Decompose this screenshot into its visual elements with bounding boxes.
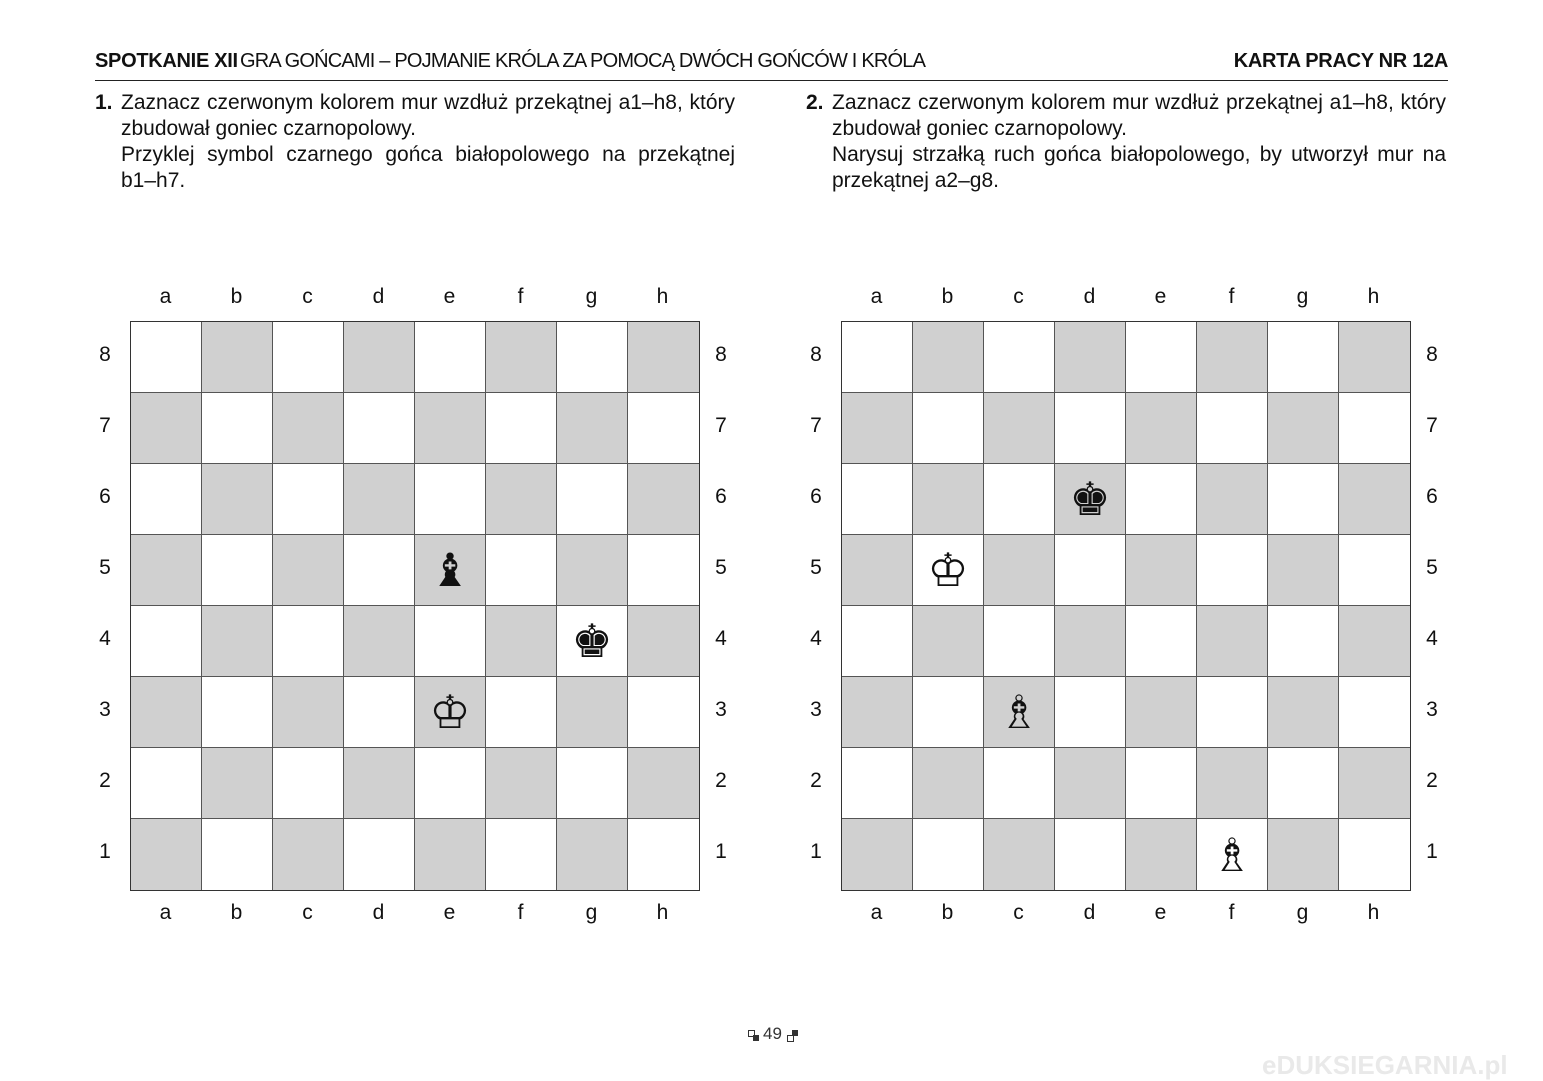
- file-label-top-f: f: [1228, 285, 1235, 308]
- rank-label-right-2: 2: [1426, 769, 1438, 792]
- black-king-icon[interactable]: ♚: [1069, 472, 1111, 526]
- rank-label-left-7: 7: [99, 414, 111, 437]
- square-c4[interactable]: [984, 606, 1055, 677]
- square-h8[interactable]: [1339, 322, 1410, 393]
- square-a3[interactable]: [842, 677, 913, 748]
- rank-label-right-3: 3: [1426, 698, 1438, 721]
- rank-label-left-1: 1: [99, 840, 111, 863]
- rank-label-right-6: 6: [1426, 485, 1438, 508]
- rank-label-left-6: 6: [99, 485, 111, 508]
- rank-label-right-1: 1: [715, 840, 727, 863]
- square-b6[interactable]: [202, 464, 273, 535]
- square-g5[interactable]: [1268, 535, 1339, 606]
- square-g5[interactable]: [557, 535, 628, 606]
- decor-squares-icon: [787, 1030, 797, 1040]
- square-f4[interactable]: [486, 606, 557, 677]
- session-label: SPOTKANIE XII: [95, 50, 238, 72]
- square-g8[interactable]: [557, 322, 628, 393]
- square-f1[interactable]: [1197, 819, 1268, 890]
- rank-label-left-8: 8: [99, 343, 111, 366]
- square-c1[interactable]: [984, 819, 1055, 890]
- square-h5[interactable]: [1339, 535, 1410, 606]
- file-label-top-c: c: [1013, 285, 1024, 308]
- square-a5[interactable]: [131, 535, 202, 606]
- square-e5[interactable]: [1126, 535, 1197, 606]
- square-f5[interactable]: [486, 535, 557, 606]
- white-bishop-icon[interactable]: ♗: [998, 685, 1040, 739]
- rank-label-right-5: 5: [715, 556, 727, 579]
- square-b8[interactable]: [202, 322, 273, 393]
- square-e3[interactable]: [415, 677, 486, 748]
- square-f2[interactable]: [1197, 748, 1268, 819]
- square-a1[interactable]: [131, 819, 202, 890]
- file-label-bottom-h: h: [1367, 901, 1380, 924]
- square-d3[interactable]: [1055, 677, 1126, 748]
- file-label-top-a: a: [159, 285, 172, 308]
- square-c5[interactable]: [273, 535, 344, 606]
- white-bishop-icon[interactable]: ♗: [1211, 827, 1253, 882]
- square-c6[interactable]: [273, 464, 344, 535]
- black-king-icon[interactable]: ♚: [571, 614, 613, 668]
- square-a4[interactable]: [131, 606, 202, 677]
- file-label-top-g: g: [585, 285, 598, 308]
- rank-label-right-6: 6: [715, 485, 727, 508]
- rank-label-left-4: 4: [99, 627, 111, 650]
- rank-label-left-8: 8: [810, 343, 822, 366]
- square-h7[interactable]: [628, 393, 699, 464]
- decor-squares-icon: [748, 1030, 758, 1040]
- square-f6[interactable]: [486, 464, 557, 535]
- page-footer: [735, 1024, 810, 1044]
- square-h6[interactable]: [628, 464, 699, 535]
- square-c7[interactable]: [984, 393, 1055, 464]
- square-a2[interactable]: [131, 748, 202, 819]
- square-e1[interactable]: [415, 819, 486, 890]
- board-grid: [130, 321, 700, 891]
- square-f7[interactable]: [486, 393, 557, 464]
- square-b3[interactable]: [202, 677, 273, 748]
- square-b7[interactable]: [913, 393, 984, 464]
- file-label-bottom-h: h: [656, 901, 669, 924]
- square-e7[interactable]: [1126, 393, 1197, 464]
- square-a6[interactable]: [842, 464, 913, 535]
- page-number: 49: [763, 1024, 782, 1043]
- square-h5[interactable]: [628, 535, 699, 606]
- square-a6[interactable]: [131, 464, 202, 535]
- square-c3[interactable]: [273, 677, 344, 748]
- file-label-top-f: f: [517, 285, 524, 308]
- file-label-top-h: h: [1367, 285, 1380, 308]
- square-h3[interactable]: [628, 677, 699, 748]
- file-label-bottom-b: b: [941, 901, 954, 924]
- file-label-bottom-e: e: [443, 901, 456, 924]
- file-label-top-d: d: [1083, 285, 1096, 308]
- square-g7[interactable]: [557, 393, 628, 464]
- square-f3[interactable]: [486, 677, 557, 748]
- rank-label-left-3: 3: [810, 698, 822, 721]
- file-label-bottom-d: d: [1083, 901, 1096, 924]
- page-header: [95, 48, 1448, 81]
- square-h2[interactable]: [628, 748, 699, 819]
- square-b3[interactable]: [913, 677, 984, 748]
- file-label-bottom-g: g: [585, 901, 598, 924]
- square-e1[interactable]: [1126, 819, 1197, 890]
- square-e5[interactable]: [415, 535, 486, 606]
- square-h1[interactable]: [628, 819, 699, 890]
- square-g2[interactable]: [557, 748, 628, 819]
- rank-label-left-3: 3: [99, 698, 111, 721]
- square-g6[interactable]: [557, 464, 628, 535]
- square-e4[interactable]: [415, 606, 486, 677]
- white-king-icon[interactable]: ♔: [927, 543, 969, 597]
- file-label-bottom-a: a: [159, 901, 172, 924]
- square-f2[interactable]: [486, 748, 557, 819]
- square-f8[interactable]: [1197, 322, 1268, 393]
- square-h2[interactable]: [1339, 748, 1410, 819]
- square-c3[interactable]: [984, 677, 1055, 748]
- square-a8[interactable]: [131, 322, 202, 393]
- square-h7[interactable]: [1339, 393, 1410, 464]
- square-b1[interactable]: [202, 819, 273, 890]
- square-d8[interactable]: [344, 322, 415, 393]
- square-a2[interactable]: [842, 748, 913, 819]
- file-label-bottom-c: c: [1013, 901, 1024, 924]
- square-h6[interactable]: [1339, 464, 1410, 535]
- square-b1[interactable]: [913, 819, 984, 890]
- square-h3[interactable]: [1339, 677, 1410, 748]
- square-d2[interactable]: [1055, 748, 1126, 819]
- task-instruction: Zaznacz czerwonym kolorem mur wzdłuż przekątnej a1–h8, który zbudował goniec czarnopolowy.: [832, 91, 1446, 140]
- square-b2[interactable]: [913, 748, 984, 819]
- square-g4[interactable]: [557, 606, 628, 677]
- rank-label-left-4: 4: [810, 627, 822, 650]
- file-label-top-e: e: [1154, 285, 1167, 308]
- square-h4[interactable]: [628, 606, 699, 677]
- square-c8[interactable]: [273, 322, 344, 393]
- square-e6[interactable]: [1126, 464, 1197, 535]
- square-e2[interactable]: [415, 748, 486, 819]
- square-g1[interactable]: [557, 819, 628, 890]
- square-d6[interactable]: [344, 464, 415, 535]
- square-a7[interactable]: [842, 393, 913, 464]
- square-b5[interactable]: [202, 535, 273, 606]
- square-e3[interactable]: [1126, 677, 1197, 748]
- square-c2[interactable]: [273, 748, 344, 819]
- task-number: 2.: [806, 91, 824, 114]
- rank-label-right-7: 7: [1426, 414, 1438, 437]
- square-d7[interactable]: [1055, 393, 1126, 464]
- file-label-top-g: g: [1296, 285, 1309, 308]
- square-g6[interactable]: [1268, 464, 1339, 535]
- rank-label-right-2: 2: [715, 769, 727, 792]
- square-a3[interactable]: [131, 677, 202, 748]
- rank-label-right-8: 8: [715, 343, 727, 366]
- square-c8[interactable]: [984, 322, 1055, 393]
- square-d1[interactable]: [1055, 819, 1126, 890]
- square-e8[interactable]: [415, 322, 486, 393]
- file-label-top-b: b: [230, 285, 243, 308]
- rank-label-right-3: 3: [715, 698, 727, 721]
- file-label-bottom-a: a: [870, 901, 883, 924]
- square-d4[interactable]: [344, 606, 415, 677]
- square-c6[interactable]: [984, 464, 1055, 535]
- square-f3[interactable]: [1197, 677, 1268, 748]
- watermark-logo: eDUKSIEGARNIA.pl: [1262, 1050, 1508, 1080]
- file-label-bottom-d: d: [372, 901, 385, 924]
- square-g7[interactable]: [1268, 393, 1339, 464]
- square-c2[interactable]: [984, 748, 1055, 819]
- file-label-top-b: b: [941, 285, 954, 308]
- square-b6[interactable]: [913, 464, 984, 535]
- task-2: [806, 90, 1446, 194]
- rank-label-left-2: 2: [99, 769, 111, 792]
- square-d5[interactable]: [344, 535, 415, 606]
- rank-label-left-7: 7: [810, 414, 822, 437]
- rank-label-right-5: 5: [1426, 556, 1438, 579]
- square-b4[interactable]: [913, 606, 984, 677]
- rank-label-right-4: 4: [715, 627, 727, 650]
- square-b5[interactable]: [913, 535, 984, 606]
- square-f7[interactable]: [1197, 393, 1268, 464]
- rank-label-right-1: 1: [1426, 840, 1438, 863]
- rank-label-left-5: 5: [810, 556, 822, 579]
- square-d4[interactable]: [1055, 606, 1126, 677]
- square-c1[interactable]: [273, 819, 344, 890]
- square-e7[interactable]: [415, 393, 486, 464]
- rank-label-right-7: 7: [715, 414, 727, 437]
- file-label-top-d: d: [372, 285, 385, 308]
- square-d5[interactable]: [1055, 535, 1126, 606]
- square-b8[interactable]: [913, 322, 984, 393]
- file-label-top-a: a: [870, 285, 883, 308]
- rank-label-right-4: 4: [1426, 627, 1438, 650]
- square-a8[interactable]: [842, 322, 913, 393]
- square-c5[interactable]: [984, 535, 1055, 606]
- file-label-bottom-b: b: [230, 901, 243, 924]
- square-g3[interactable]: [1268, 677, 1339, 748]
- file-label-top-c: c: [302, 285, 313, 308]
- file-label-bottom-f: f: [1228, 901, 1235, 924]
- square-h8[interactable]: [628, 322, 699, 393]
- file-label-top-e: e: [443, 285, 456, 308]
- square-e4[interactable]: [1126, 606, 1197, 677]
- file-label-bottom-e: e: [1154, 901, 1167, 924]
- task-number: 1.: [95, 91, 113, 114]
- square-d7[interactable]: [344, 393, 415, 464]
- square-g4[interactable]: [1268, 606, 1339, 677]
- square-f4[interactable]: [1197, 606, 1268, 677]
- file-label-bottom-f: f: [517, 901, 524, 924]
- rank-label-left-6: 6: [810, 485, 822, 508]
- square-f5[interactable]: [1197, 535, 1268, 606]
- square-a4[interactable]: [842, 606, 913, 677]
- square-f8[interactable]: [486, 322, 557, 393]
- square-b7[interactable]: [202, 393, 273, 464]
- file-label-top-h: h: [656, 285, 669, 308]
- board-grid: [841, 321, 1411, 891]
- file-label-bottom-g: g: [1296, 901, 1309, 924]
- rank-label-right-8: 8: [1426, 343, 1438, 366]
- white-king-icon[interactable]: ♔: [429, 685, 471, 739]
- square-h4[interactable]: [1339, 606, 1410, 677]
- square-a7[interactable]: [131, 393, 202, 464]
- square-h1[interactable]: [1339, 819, 1410, 890]
- square-a1[interactable]: [842, 819, 913, 890]
- square-g3[interactable]: [557, 677, 628, 748]
- task-instruction: Przyklej symbol czarnego gońca białopolowego na przekątnej b1–h7.: [121, 143, 735, 192]
- topic-title: GRA GOŃCAMI – POJMANIE KRÓLA ZA POMOCĄ DWÓCH GOŃCÓW I KRÓLA: [240, 50, 926, 72]
- task-instruction: Narysuj strzałką ruch gońca białopolowego, by utworzył mur na przekątnej a2–g8.: [832, 143, 1446, 192]
- square-b2[interactable]: [202, 748, 273, 819]
- square-e2[interactable]: [1126, 748, 1197, 819]
- square-f6[interactable]: [1197, 464, 1268, 535]
- square-d8[interactable]: [1055, 322, 1126, 393]
- task-1: [95, 90, 735, 194]
- square-e8[interactable]: [1126, 322, 1197, 393]
- square-f1[interactable]: [486, 819, 557, 890]
- square-b4[interactable]: [202, 606, 273, 677]
- rank-label-left-2: 2: [810, 769, 822, 792]
- rank-label-left-5: 5: [99, 556, 111, 579]
- square-g8[interactable]: [1268, 322, 1339, 393]
- square-a5[interactable]: [842, 535, 913, 606]
- square-d2[interactable]: [344, 748, 415, 819]
- square-g2[interactable]: [1268, 748, 1339, 819]
- square-c7[interactable]: [273, 393, 344, 464]
- square-d3[interactable]: [344, 677, 415, 748]
- black-bishop-icon[interactable]: ♝: [429, 543, 471, 597]
- file-label-bottom-c: c: [302, 901, 313, 924]
- square-e6[interactable]: [415, 464, 486, 535]
- task-instruction: Zaznacz czerwonym kolorem mur wzdłuż przekątnej a1–h8, który zbudował goniec czarnopolowy.: [121, 91, 735, 140]
- rank-label-left-1: 1: [810, 840, 822, 863]
- worksheet-number: KARTA PRACY NR 12A: [1233, 50, 1448, 72]
- square-c4[interactable]: [273, 606, 344, 677]
- square-d6[interactable]: [1055, 464, 1126, 535]
- square-d1[interactable]: [344, 819, 415, 890]
- square-g1[interactable]: [1268, 819, 1339, 890]
